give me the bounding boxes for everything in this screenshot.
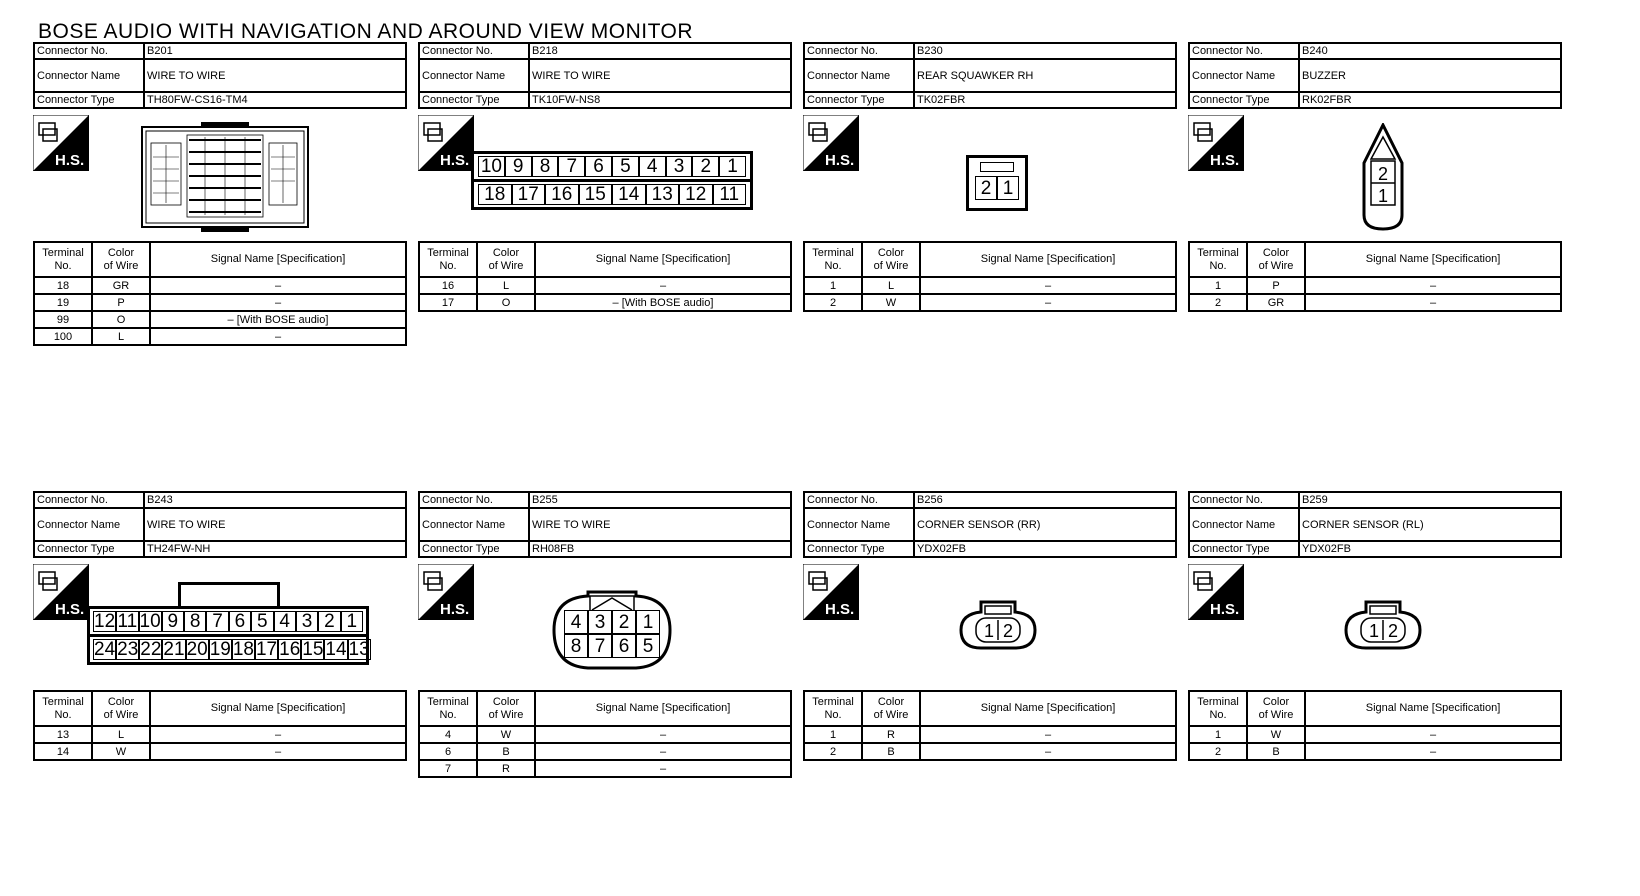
table-row xyxy=(419,726,791,743)
terminal-no-header: Terminal No. xyxy=(419,691,477,726)
color-header: Color of Wire xyxy=(92,691,150,726)
pin: 1 xyxy=(1368,621,1380,641)
harness-side-icon xyxy=(418,115,474,171)
signal-header: Signal Name [Specification] xyxy=(535,691,791,726)
pin: 15 xyxy=(302,639,324,660)
color-cell: GR xyxy=(1247,294,1305,311)
pin: 8 xyxy=(564,634,588,658)
table-row xyxy=(419,760,791,777)
terminal-table xyxy=(33,690,407,761)
table-row xyxy=(34,311,406,328)
color-cell: W xyxy=(477,726,535,743)
connector-type-label: Connector Type xyxy=(34,541,144,557)
connector-drawing xyxy=(803,558,1177,690)
pin: 16 xyxy=(545,184,579,205)
pin: 2 xyxy=(692,156,719,177)
hs-label: H.S. xyxy=(825,601,855,618)
connector-no-value: B256 xyxy=(914,492,1176,508)
harness-side-icon xyxy=(33,115,89,171)
color-cell: L xyxy=(92,726,150,743)
pin: 4 xyxy=(564,610,588,634)
hs-label: H.S. xyxy=(1210,152,1240,169)
connector-header-table xyxy=(33,491,407,558)
pin: 9 xyxy=(505,156,532,177)
pin: 6 xyxy=(612,634,636,658)
color-cell: P xyxy=(92,294,150,311)
connector-name-label: Connector Name xyxy=(419,59,529,92)
connector-drawing xyxy=(418,558,792,690)
connector-drawing xyxy=(803,109,1177,241)
hs-label: H.S. xyxy=(440,601,470,618)
connector-no-value: B201 xyxy=(144,43,406,59)
connector-block-b243 xyxy=(33,491,407,761)
signal-header: Signal Name [Specification] xyxy=(150,691,406,726)
terminal-cell: 6 xyxy=(419,743,477,760)
signal-cell: – xyxy=(920,743,1176,760)
pin: 8 xyxy=(184,611,206,632)
terminal-cell: 2 xyxy=(1189,743,1247,760)
color-cell: GR xyxy=(92,277,150,294)
connector-b201-face xyxy=(141,121,309,233)
color-cell: B xyxy=(862,743,920,760)
pin: 18 xyxy=(232,639,254,660)
connector-type-label: Connector Type xyxy=(419,92,529,108)
color-cell: W xyxy=(92,743,150,760)
connector-type-label: Connector Type xyxy=(419,541,529,557)
pin: 22 xyxy=(140,639,162,660)
connector-type-label: Connector Type xyxy=(804,541,914,557)
pin: 13 xyxy=(348,639,370,660)
pin: 1 xyxy=(636,610,660,634)
terminal-no-header: Terminal No. xyxy=(1189,691,1247,726)
terminal-cell: 1 xyxy=(804,726,862,743)
connector-no-value: B230 xyxy=(914,43,1176,59)
pin: 14 xyxy=(325,639,347,660)
terminal-table xyxy=(803,690,1177,761)
connector-block-b255 xyxy=(418,491,792,778)
connector-no-label: Connector No. xyxy=(34,43,144,59)
signal-header: Signal Name [Specification] xyxy=(1305,691,1561,726)
pin: 17 xyxy=(512,184,546,205)
connector-name-value: WIRE TO WIRE xyxy=(144,508,406,541)
connector-header-table xyxy=(418,42,792,109)
signal-cell: – xyxy=(150,726,406,743)
connector-no-label: Connector No. xyxy=(804,43,914,59)
pin: 18 xyxy=(478,184,512,205)
connector-drawing xyxy=(33,558,407,690)
signal-cell: – xyxy=(150,294,406,311)
connector-no-value: B259 xyxy=(1299,492,1561,508)
terminal-table xyxy=(33,241,407,346)
color-header: Color of Wire xyxy=(477,691,535,726)
signal-cell: – xyxy=(150,743,406,760)
terminal-no-header: Terminal No. xyxy=(804,242,862,277)
color-header: Color of Wire xyxy=(1247,691,1305,726)
terminal-cell: 4 xyxy=(419,726,477,743)
table-row xyxy=(419,294,791,311)
hs-label: H.S. xyxy=(440,152,470,169)
table-row xyxy=(34,277,406,294)
terminal-table xyxy=(418,241,792,312)
signal-header: Signal Name [Specification] xyxy=(535,242,791,277)
signal-cell: – xyxy=(535,277,791,294)
color-cell: W xyxy=(1247,726,1305,743)
signal-cell: – xyxy=(1305,726,1561,743)
pin: 13 xyxy=(646,184,680,205)
signal-cell: – xyxy=(535,743,791,760)
pin: 14 xyxy=(612,184,646,205)
pin: 1 xyxy=(997,176,1019,200)
connector-type-value: RH08FB xyxy=(529,541,791,557)
signal-cell: – xyxy=(920,726,1176,743)
pin: 11 xyxy=(117,611,138,632)
signal-cell: – xyxy=(920,294,1176,311)
terminal-cell: 18 xyxy=(34,277,92,294)
table-row xyxy=(804,726,1176,743)
connector-name-value: BUZZER xyxy=(1299,59,1561,92)
pin: 4 xyxy=(274,611,296,632)
connector-b255-pins xyxy=(564,610,660,658)
connector-drawing xyxy=(33,109,407,241)
pin: 5 xyxy=(612,156,639,177)
page-title: BOSE AUDIO WITH NAVIGATION AND AROUND VIEW MONITOR xyxy=(38,20,694,43)
terminal-cell: 16 xyxy=(419,277,477,294)
connector-no-label: Connector No. xyxy=(1189,492,1299,508)
pin: 12 xyxy=(679,184,713,205)
harness-side-icon xyxy=(1188,564,1244,620)
signal-cell: – xyxy=(150,328,406,345)
table-row xyxy=(1189,743,1561,760)
color-cell: O xyxy=(477,294,535,311)
harness-side-icon xyxy=(1188,115,1244,171)
terminal-cell: 1 xyxy=(1189,277,1247,294)
terminal-cell: 17 xyxy=(419,294,477,311)
connector-block-b201 xyxy=(33,42,407,346)
hs-label: H.S. xyxy=(55,152,85,169)
connector-name-label: Connector Name xyxy=(804,508,914,541)
terminal-cell: 13 xyxy=(34,726,92,743)
terminal-no-header: Terminal No. xyxy=(34,242,92,277)
connector-no-value: B218 xyxy=(529,43,791,59)
connector-b259-face xyxy=(1344,598,1422,650)
connector-b256-face xyxy=(959,598,1037,650)
hs-label: H.S. xyxy=(55,601,85,618)
pin-row-bottom xyxy=(87,637,369,665)
color-cell: O xyxy=(92,311,150,328)
pin: 3 xyxy=(666,156,693,177)
connector-header-table xyxy=(803,491,1177,558)
connector-header-table xyxy=(1188,42,1562,109)
pin: 1 xyxy=(983,621,995,641)
color-cell: R xyxy=(477,760,535,777)
terminal-cell: 14 xyxy=(34,743,92,760)
connector-drawing xyxy=(1188,109,1562,241)
terminal-cell: 2 xyxy=(804,294,862,311)
pin: 6 xyxy=(585,156,612,177)
table-row xyxy=(34,294,406,311)
signal-cell: – xyxy=(1305,743,1561,760)
connector-b218-face xyxy=(471,151,753,210)
connector-no-label: Connector No. xyxy=(419,43,529,59)
terminal-cell: 2 xyxy=(1189,294,1247,311)
table-row xyxy=(34,726,406,743)
pin: 10 xyxy=(478,156,505,177)
terminal-cell: 19 xyxy=(34,294,92,311)
signal-cell: – xyxy=(1305,294,1561,311)
pin: 19 xyxy=(209,639,231,660)
connector-name-value: WIRE TO WIRE xyxy=(529,59,791,92)
pin: 2 xyxy=(975,176,997,200)
terminal-no-header: Terminal No. xyxy=(419,242,477,277)
pin: 24 xyxy=(94,639,116,660)
pin: 4 xyxy=(639,156,666,177)
connector-name-value: CORNER SENSOR (RL) xyxy=(1299,508,1561,541)
terminal-table xyxy=(1188,690,1562,761)
pin: 16 xyxy=(279,639,301,660)
signal-cell: – xyxy=(150,277,406,294)
color-cell: W xyxy=(862,294,920,311)
table-row xyxy=(419,743,791,760)
connector-type-value: TH24FW-NH xyxy=(144,541,406,557)
signal-header: Signal Name [Specification] xyxy=(150,242,406,277)
table-row xyxy=(34,328,406,345)
pin: 2 xyxy=(1002,621,1014,641)
pin: 10 xyxy=(139,611,161,632)
pin: 2 xyxy=(318,611,340,632)
pin: 3 xyxy=(588,610,612,634)
connector-name-value: REAR SQUAWKER RH xyxy=(914,59,1176,92)
pin: 2 xyxy=(1377,164,1389,184)
connector-b243-latch xyxy=(178,582,280,606)
table-row xyxy=(1189,277,1561,294)
connector-block-b256 xyxy=(803,491,1177,761)
connector-block-b218 xyxy=(418,42,792,312)
pin: 7 xyxy=(558,156,585,177)
harness-side-icon xyxy=(418,564,474,620)
connector-header-table xyxy=(33,42,407,109)
pin-row-bottom xyxy=(471,182,753,210)
connector-no-label: Connector No. xyxy=(804,492,914,508)
pin: 9 xyxy=(162,611,184,632)
color-header: Color of Wire xyxy=(1247,242,1305,277)
color-cell: P xyxy=(1247,277,1305,294)
terminal-no-header: Terminal No. xyxy=(804,691,862,726)
terminal-cell: 7 xyxy=(419,760,477,777)
terminal-cell: 2 xyxy=(804,743,862,760)
connector-type-label: Connector Type xyxy=(1189,541,1299,557)
harness-side-icon xyxy=(803,115,859,171)
terminal-cell: 1 xyxy=(1189,726,1247,743)
connector-type-value: TK02FBR xyxy=(914,92,1176,108)
connector-header-table xyxy=(1188,491,1562,558)
color-cell: B xyxy=(477,743,535,760)
signal-header: Signal Name [Specification] xyxy=(1305,242,1561,277)
signal-cell: – xyxy=(1305,277,1561,294)
pin: 1 xyxy=(341,611,363,632)
terminal-cell: 99 xyxy=(34,311,92,328)
table-row xyxy=(1189,294,1561,311)
connector-name-label: Connector Name xyxy=(1189,508,1299,541)
table-row xyxy=(804,277,1176,294)
connector-type-value: YDX02FB xyxy=(1299,541,1561,557)
connector-name-label: Connector Name xyxy=(1189,59,1299,92)
connector-name-label: Connector Name xyxy=(419,508,529,541)
pin: 6 xyxy=(229,611,251,632)
color-cell: L xyxy=(92,328,150,345)
color-cell: L xyxy=(477,277,535,294)
connector-block-b230 xyxy=(803,42,1177,312)
connector-block-b259 xyxy=(1188,491,1562,761)
signal-cell: – [With BOSE audio] xyxy=(150,311,406,328)
connector-drawing xyxy=(418,109,792,241)
color-header: Color of Wire xyxy=(477,242,535,277)
pin: 20 xyxy=(186,639,208,660)
connector-name-label: Connector Name xyxy=(34,59,144,92)
table-row xyxy=(34,743,406,760)
pin: 11 xyxy=(713,184,747,205)
pin-row-top xyxy=(471,151,753,182)
connector-b240-face xyxy=(1362,123,1404,231)
pin: 1 xyxy=(1377,186,1389,206)
pin: 7 xyxy=(206,611,228,632)
pin: 17 xyxy=(255,639,278,660)
connector-header-table xyxy=(418,491,792,558)
terminal-no-header: Terminal No. xyxy=(34,691,92,726)
color-header: Color of Wire xyxy=(862,242,920,277)
pin: 1 xyxy=(719,156,746,177)
harness-side-icon xyxy=(33,564,89,620)
terminal-table xyxy=(803,241,1177,312)
table-row xyxy=(419,277,791,294)
pin-row-bottom xyxy=(564,634,660,658)
pin: 23 xyxy=(117,639,139,660)
connector-b230-face xyxy=(966,155,1028,211)
table-row xyxy=(804,743,1176,760)
hs-label: H.S. xyxy=(1210,601,1240,618)
pin: 2 xyxy=(1387,621,1399,641)
pin: 7 xyxy=(588,634,612,658)
signal-header: Signal Name [Specification] xyxy=(920,691,1176,726)
connector-no-value: B243 xyxy=(144,492,406,508)
connector-header-table xyxy=(803,42,1177,109)
signal-cell: – xyxy=(535,760,791,777)
terminal-table xyxy=(418,690,792,778)
terminal-no-header: Terminal No. xyxy=(1189,242,1247,277)
connector-type-label: Connector Type xyxy=(34,92,144,108)
pin: 5 xyxy=(251,611,273,632)
color-cell: R xyxy=(862,726,920,743)
color-cell: L xyxy=(862,277,920,294)
terminal-cell: 1 xyxy=(804,277,862,294)
connector-type-value: TH80FW-CS16-TM4 xyxy=(144,92,406,108)
connector-b243-face xyxy=(87,606,369,665)
hs-label: H.S. xyxy=(825,152,855,169)
pin: 8 xyxy=(532,156,559,177)
connector-name-value: WIRE TO WIRE xyxy=(529,508,791,541)
connector-no-value: B240 xyxy=(1299,43,1561,59)
pin-row-top xyxy=(564,610,660,634)
signal-header: Signal Name [Specification] xyxy=(920,242,1176,277)
terminal-cell: 100 xyxy=(34,328,92,345)
pin-row-top xyxy=(87,606,369,637)
terminal-table xyxy=(1188,241,1562,312)
table-row xyxy=(804,294,1176,311)
harness-side-icon xyxy=(803,564,859,620)
connector-type-value: RK02FBR xyxy=(1299,92,1561,108)
table-row xyxy=(1189,726,1561,743)
signal-cell: – xyxy=(920,277,1176,294)
connector-type-value: TK10FW-NS8 xyxy=(529,92,791,108)
connector-no-label: Connector No. xyxy=(1189,43,1299,59)
color-header: Color of Wire xyxy=(862,691,920,726)
pin: 12 xyxy=(94,611,116,632)
connector-type-label: Connector Type xyxy=(1189,92,1299,108)
pin: 15 xyxy=(579,184,613,205)
pin: 3 xyxy=(296,611,318,632)
connector-name-label: Connector Name xyxy=(34,508,144,541)
connector-no-value: B255 xyxy=(529,492,791,508)
connector-block-b240 xyxy=(1188,42,1562,312)
connector-name-value: CORNER SENSOR (RR) xyxy=(914,508,1176,541)
connector-no-label: Connector No. xyxy=(419,492,529,508)
pin: 21 xyxy=(163,639,185,660)
color-header: Color of Wire xyxy=(92,242,150,277)
pin: 2 xyxy=(612,610,636,634)
connector-name-label: Connector Name xyxy=(804,59,914,92)
connector-name-value: WIRE TO WIRE xyxy=(144,59,406,92)
connector-no-label: Connector No. xyxy=(34,492,144,508)
connector-type-value: YDX02FB xyxy=(914,541,1176,557)
pin: 5 xyxy=(636,634,660,658)
connector-drawing xyxy=(1188,558,1562,690)
connector-type-label: Connector Type xyxy=(804,92,914,108)
color-cell: B xyxy=(1247,743,1305,760)
signal-cell: – xyxy=(535,726,791,743)
signal-cell: – [With BOSE audio] xyxy=(535,294,791,311)
